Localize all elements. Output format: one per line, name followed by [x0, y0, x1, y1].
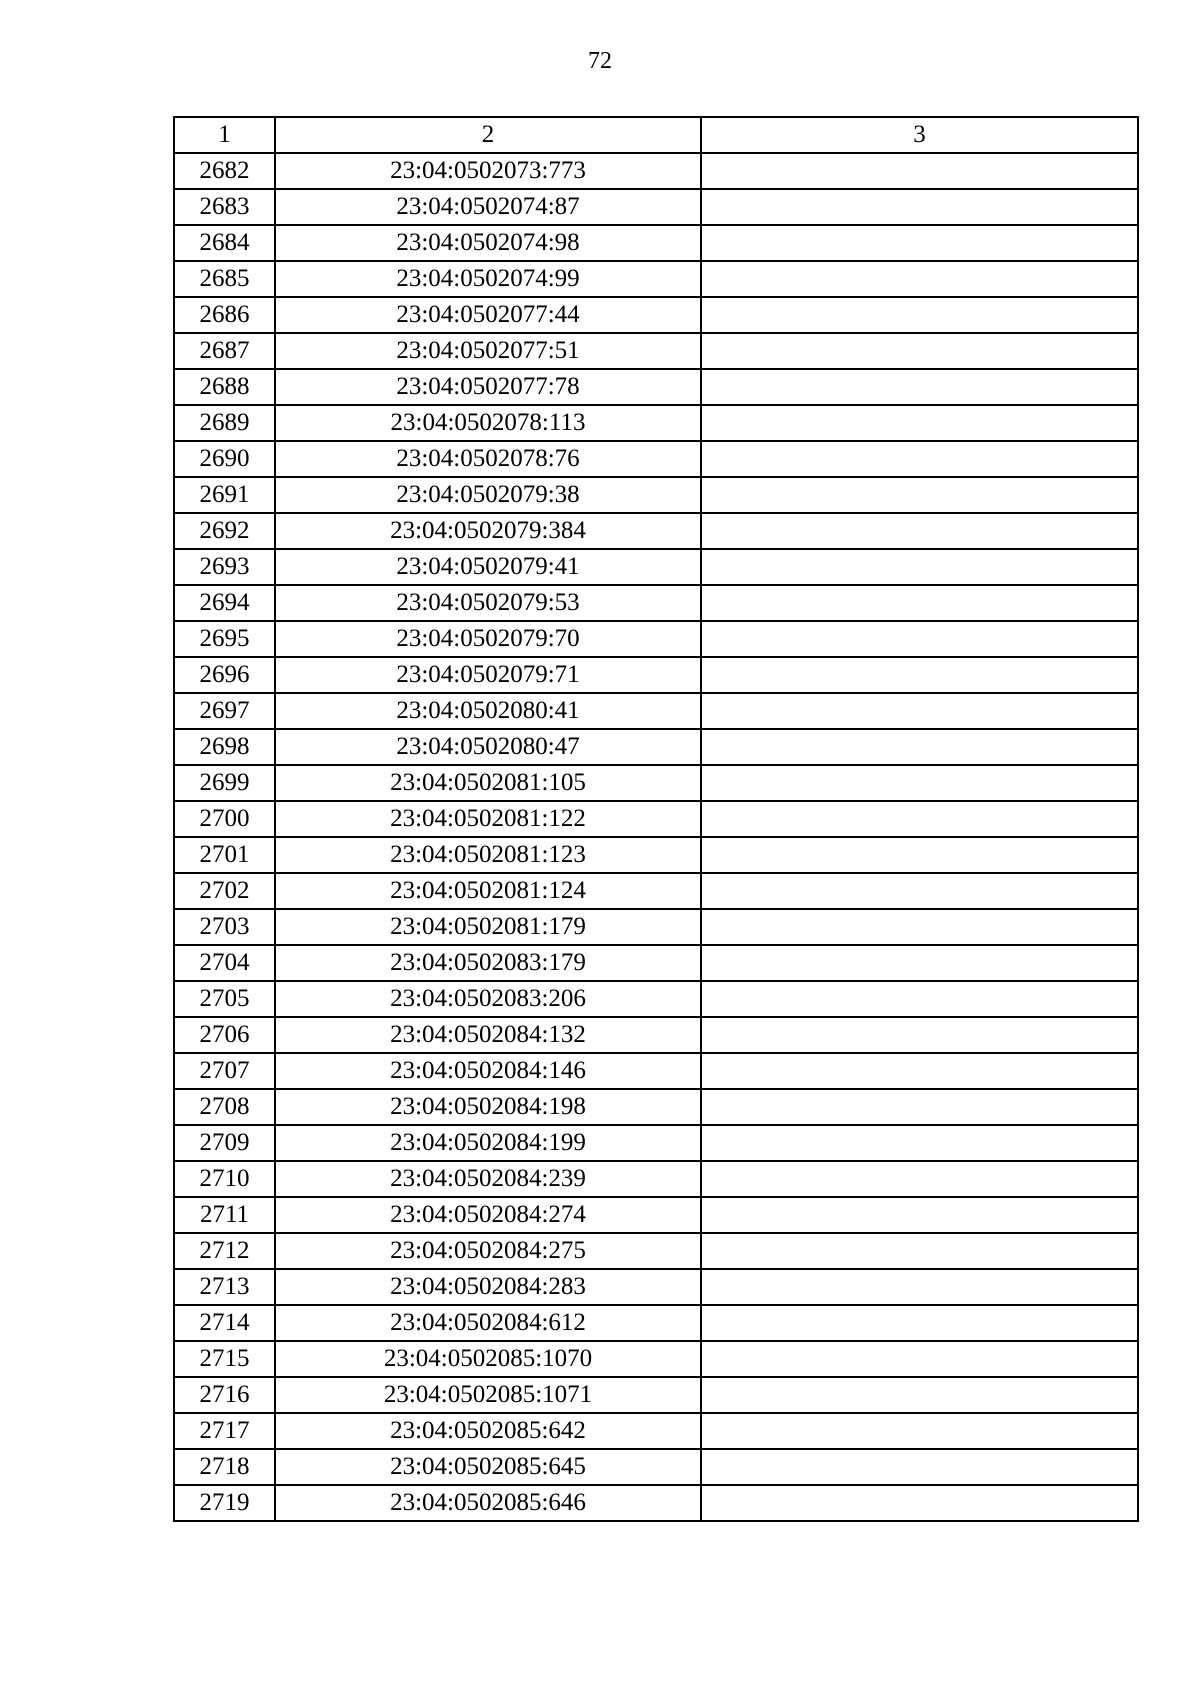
note-cell: [701, 1377, 1138, 1413]
row-number-cell: 2707: [174, 1053, 275, 1089]
row-number-cell: 2687: [174, 333, 275, 369]
note-cell: [701, 837, 1138, 873]
table-row: [174, 873, 1138, 909]
row-number-cell: 2685: [174, 261, 275, 297]
row-number-cell: 2696: [174, 657, 275, 693]
note-cell: [701, 1341, 1138, 1377]
note-cell: [701, 477, 1138, 513]
row-number-cell: 2702: [174, 873, 275, 909]
note-cell: [701, 909, 1138, 945]
cadastral-number-cell: 23:04:0502084:132: [275, 1017, 701, 1053]
row-number-cell: 2699: [174, 765, 275, 801]
row-number-cell: 2711: [174, 1197, 275, 1233]
note-cell: [701, 261, 1138, 297]
table-row: [174, 801, 1138, 837]
cadastral-number-cell: 23:04:0502077:51: [275, 333, 701, 369]
table-row: [174, 1413, 1138, 1449]
note-cell: [701, 1269, 1138, 1305]
table-row: [174, 441, 1138, 477]
cadastral-number-cell: 23:04:0502077:44: [275, 297, 701, 333]
note-cell: [701, 405, 1138, 441]
note-cell: [701, 1017, 1138, 1053]
cadastral-number-cell: 23:04:0502084:275: [275, 1233, 701, 1269]
note-cell: [701, 945, 1138, 981]
table-row: [174, 477, 1138, 513]
row-number-cell: 2703: [174, 909, 275, 945]
cadastral-number-cell: 23:04:0502084:239: [275, 1161, 701, 1197]
table-row: [174, 153, 1138, 189]
note-cell: [701, 657, 1138, 693]
column-header-3: 3: [701, 117, 1138, 153]
table-row: [174, 981, 1138, 1017]
table-row: [174, 549, 1138, 585]
table-row: [174, 657, 1138, 693]
cadastral-number-cell: 23:04:0502074:99: [275, 261, 701, 297]
cadastral-number-cell: 23:04:0502079:71: [275, 657, 701, 693]
column-header-2: 2: [275, 117, 701, 153]
note-cell: [701, 1305, 1138, 1341]
row-number-cell: 2697: [174, 693, 275, 729]
note-cell: [701, 225, 1138, 261]
cadastral-number-cell: 23:04:0502084:612: [275, 1305, 701, 1341]
note-cell: [701, 1161, 1138, 1197]
note-cell: [701, 1125, 1138, 1161]
row-number-cell: 2718: [174, 1449, 275, 1485]
row-number-cell: 2714: [174, 1305, 275, 1341]
row-number-cell: 2683: [174, 189, 275, 225]
note-cell: [701, 1413, 1138, 1449]
note-cell: [701, 1197, 1138, 1233]
table-row: [174, 333, 1138, 369]
table-row: [174, 1233, 1138, 1269]
note-cell: [701, 297, 1138, 333]
cadastral-number-cell: 23:04:0502084:274: [275, 1197, 701, 1233]
cadastral-number-cell: 23:04:0502078:76: [275, 441, 701, 477]
note-cell: [701, 513, 1138, 549]
note-cell: [701, 1089, 1138, 1125]
row-number-cell: 2700: [174, 801, 275, 837]
table-row: [174, 1125, 1138, 1161]
table-row: [174, 729, 1138, 765]
row-number-cell: 2689: [174, 405, 275, 441]
note-cell: [701, 333, 1138, 369]
note-cell: [701, 441, 1138, 477]
table-row: [174, 1305, 1138, 1341]
cadastral-number-cell: 23:04:0502085:1071: [275, 1377, 701, 1413]
row-number-cell: 2692: [174, 513, 275, 549]
row-number-cell: 2710: [174, 1161, 275, 1197]
cadastral-number-cell: 23:04:0502084:198: [275, 1089, 701, 1125]
table-row: [174, 1269, 1138, 1305]
table-row: [174, 945, 1138, 981]
table-row: [174, 1053, 1138, 1089]
row-number-cell: 2715: [174, 1341, 275, 1377]
cadastral-number-cell: 23:04:0502083:179: [275, 945, 701, 981]
table-row: [174, 621, 1138, 657]
row-number-cell: 2709: [174, 1125, 275, 1161]
cadastral-number-cell: 23:04:0502073:773: [275, 153, 701, 189]
cadastral-number-cell: 23:04:0502080:41: [275, 693, 701, 729]
table-row: [174, 513, 1138, 549]
table-row: [174, 837, 1138, 873]
cadastral-number-cell: 23:04:0502084:283: [275, 1269, 701, 1305]
table-row: [174, 1377, 1138, 1413]
cadastral-number-cell: 23:04:0502085:646: [275, 1485, 701, 1521]
cadastral-number-cell: 23:04:0502081:179: [275, 909, 701, 945]
table-row: [174, 405, 1138, 441]
row-number-cell: 2713: [174, 1269, 275, 1305]
column-header-1: 1: [174, 117, 275, 153]
note-cell: [701, 693, 1138, 729]
table-row: [174, 1197, 1138, 1233]
cadastral-number-cell: 23:04:0502081:105: [275, 765, 701, 801]
row-number-cell: 2693: [174, 549, 275, 585]
cadastral-number-cell: 23:04:0502074:87: [275, 189, 701, 225]
note-cell: [701, 189, 1138, 225]
cadastral-number-cell: 23:04:0502081:123: [275, 837, 701, 873]
note-cell: [701, 1485, 1138, 1521]
row-number-cell: 2695: [174, 621, 275, 657]
table-row: [174, 261, 1138, 297]
row-number-cell: 2682: [174, 153, 275, 189]
table-row: [174, 585, 1138, 621]
row-number-cell: 2690: [174, 441, 275, 477]
note-cell: [701, 549, 1138, 585]
row-number-cell: 2686: [174, 297, 275, 333]
row-number-cell: 2691: [174, 477, 275, 513]
cadastral-number-cell: 23:04:0502078:113: [275, 405, 701, 441]
row-number-cell: 2717: [174, 1413, 275, 1449]
table-row: [174, 693, 1138, 729]
cadastral-number-cell: 23:04:0502084:199: [275, 1125, 701, 1161]
note-cell: [701, 1233, 1138, 1269]
row-number-cell: 2708: [174, 1089, 275, 1125]
cadastral-number-cell: 23:04:0502085:1070: [275, 1341, 701, 1377]
cadastral-number-cell: 23:04:0502085:645: [275, 1449, 701, 1485]
row-number-cell: 2712: [174, 1233, 275, 1269]
row-number-cell: 2694: [174, 585, 275, 621]
row-number-cell: 2701: [174, 837, 275, 873]
note-cell: [701, 729, 1138, 765]
note-cell: [701, 1053, 1138, 1089]
cadastral-number-cell: 23:04:0502079:53: [275, 585, 701, 621]
note-cell: [701, 1449, 1138, 1485]
table-row: [174, 1485, 1138, 1521]
page-number: 72: [588, 48, 612, 74]
note-cell: [701, 621, 1138, 657]
row-number-cell: 2716: [174, 1377, 275, 1413]
cadastral-number-cell: 23:04:0502079:70: [275, 621, 701, 657]
table-row: [174, 1017, 1138, 1053]
note-cell: [701, 801, 1138, 837]
table-row: [174, 1341, 1138, 1377]
table-row: [174, 909, 1138, 945]
cadastral-number-cell: 23:04:0502079:38: [275, 477, 701, 513]
row-number-cell: 2688: [174, 369, 275, 405]
note-cell: [701, 765, 1138, 801]
note-cell: [701, 981, 1138, 1017]
note-cell: [701, 369, 1138, 405]
cadastral-number-cell: 23:04:0502079:384: [275, 513, 701, 549]
row-number-cell: 2706: [174, 1017, 275, 1053]
table-header-row: [174, 117, 1138, 153]
registry-table: [173, 116, 1139, 1522]
table-body: [174, 153, 1138, 1521]
cadastral-number-cell: 23:04:0502085:642: [275, 1413, 701, 1449]
cadastral-number-cell: 23:04:0502077:78: [275, 369, 701, 405]
cadastral-number-cell: 23:04:0502083:206: [275, 981, 701, 1017]
table-row: [174, 225, 1138, 261]
note-cell: [701, 873, 1138, 909]
table-row: [174, 1089, 1138, 1125]
cadastral-number-cell: 23:04:0502081:122: [275, 801, 701, 837]
cadastral-number-cell: 23:04:0502084:146: [275, 1053, 701, 1089]
row-number-cell: 2719: [174, 1485, 275, 1521]
row-number-cell: 2684: [174, 225, 275, 261]
table-row: [174, 765, 1138, 801]
table-row: [174, 1161, 1138, 1197]
note-cell: [701, 585, 1138, 621]
table-row: [174, 369, 1138, 405]
row-number-cell: 2698: [174, 729, 275, 765]
table-row: [174, 189, 1138, 225]
row-number-cell: 2704: [174, 945, 275, 981]
note-cell: [701, 153, 1138, 189]
cadastral-number-cell: 23:04:0502081:124: [275, 873, 701, 909]
table-row: [174, 297, 1138, 333]
cadastral-number-cell: 23:04:0502079:41: [275, 549, 701, 585]
table-header: [174, 117, 1138, 153]
cadastral-number-cell: 23:04:0502074:98: [275, 225, 701, 261]
row-number-cell: 2705: [174, 981, 275, 1017]
cadastral-number-cell: 23:04:0502080:47: [275, 729, 701, 765]
table-row: [174, 1449, 1138, 1485]
